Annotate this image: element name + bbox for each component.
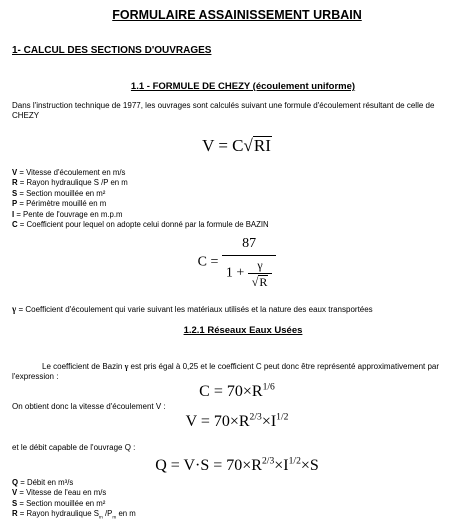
bazin-den-prefix: 1 +: [225, 265, 245, 281]
gamma-definition: [12, 304, 462, 315]
bazin-lhs: C =: [197, 254, 219, 270]
q-formula-c: ×S: [300, 457, 319, 474]
q-formula-b: ×I: [274, 457, 289, 474]
c-formula: [0, 382, 474, 401]
chezy-formula: [0, 136, 474, 156]
var-symbol: C: [12, 220, 18, 230]
var-desc: = Rayon hydraulique S /P en m: [17, 178, 128, 188]
var-symbol: Q: [12, 478, 19, 487]
var-symbol: S: [12, 498, 18, 508]
q-formula: [0, 456, 474, 475]
bazin-text-a: Le coefficient de Bazin: [42, 362, 125, 371]
gamma-inline-symbol: γ: [124, 362, 129, 371]
var-symbol: R: [12, 178, 18, 188]
section-heading-1-1: 1.1 - FORMULE DE CHEZY (écoulement uniforme): [130, 81, 356, 92]
var-item-s: [12, 189, 269, 199]
var-item-s: [12, 499, 136, 509]
var-item-p: [12, 199, 269, 209]
v-formula-b: ×I: [261, 413, 277, 430]
intro-paragraph: Dans l'instruction technique de 1977, les ouvrages sont calculés suivant une formule d'écoulement résultant de celle de CHEZY: [12, 101, 435, 120]
var-item-v: [12, 488, 136, 498]
var-sub-2: m: [112, 514, 117, 519]
var-desc: = Vitesse de l'eau en m/s: [17, 488, 107, 498]
q-exp-1: 2/3: [261, 455, 275, 467]
var-item-v: [12, 168, 269, 178]
flow-intro: et le débit capable de l'ouvrage Q :: [12, 443, 136, 452]
var-desc: = Pente de l'ouvrage en m.p.m: [14, 209, 123, 219]
section-heading-1: 1- CALCUL DES SECTIONS D'OUVRAGES: [12, 45, 212, 56]
var-desc: = Coefficient pour lequel on adopte celui donné par la formule de BAZIN: [17, 220, 269, 230]
document-title: FORMULAIRE ASSAINISSEMENT URBAIN: [112, 8, 362, 22]
var-desc: = Section mouillée en m²: [17, 498, 106, 508]
var-mid: /P: [102, 509, 113, 519]
var-sub-1: m: [98, 514, 103, 519]
bazin-numerator: 87: [242, 236, 257, 251]
var-desc: = Vitesse d'écoulement en m/s: [17, 168, 126, 177]
sqrt-sign: √: [251, 275, 259, 290]
v-exp-2: 1/2: [276, 411, 289, 423]
bazin-fraction: [222, 236, 277, 290]
var-tail: en m: [116, 509, 136, 519]
var-symbol: P: [12, 199, 18, 209]
v-formula: [0, 412, 474, 431]
section-heading-1-2-1: 1.2.1 Réseaux Eaux Usées: [183, 325, 303, 336]
chezy-radicand: RI: [253, 136, 271, 155]
sqrt-sign: √: [243, 136, 253, 155]
var-desc: = Section mouillée en m²: [17, 188, 106, 198]
var-symbol: S: [12, 188, 18, 198]
bazin-radicand: R: [259, 275, 268, 290]
c-formula-base: C = 70×R: [199, 383, 263, 400]
var-symbol: I: [12, 209, 15, 219]
q-exp-2: 1/2: [288, 455, 301, 467]
var-item-r: [12, 178, 269, 188]
var-item-q: [12, 478, 136, 488]
var-desc: = Rayon hydraulique S: [17, 509, 99, 519]
v-exp-1: 2/3: [249, 411, 262, 423]
bazin-paragraph: [12, 362, 462, 381]
var-item-i: [12, 210, 269, 220]
variables-list-chezy: [12, 168, 269, 230]
sqrt-r-denominator: [248, 273, 273, 289]
gamma-desc: = Coefficient d'écoulement qui varie suivant les matériaux utilisés et la nature des eaux transportées: [16, 305, 373, 314]
q-formula-a: Q = V·S = 70×R: [155, 457, 262, 474]
velocity-intro: On obtient donc la vitesse d'écoulement V :: [12, 402, 166, 411]
var-symbol: V: [12, 168, 18, 177]
gamma-symbol: γ: [12, 304, 17, 314]
bazin-formula: [0, 236, 474, 290]
gamma-over-sqrt-r: [248, 258, 273, 290]
variables-list-flow: [12, 478, 136, 519]
var-desc: = Débit en m³/s: [18, 478, 74, 487]
gamma-numerator: γ: [257, 257, 263, 272]
c-formula-exponent: 1/6: [262, 381, 275, 393]
bazin-denominator: [222, 255, 277, 290]
chezy-lhs: V = C: [202, 136, 244, 155]
bazin-text-b: est pris égal à 0,25 et le coefficient C peut donc être représenté approximativement par l'expression :: [12, 362, 440, 381]
v-formula-a: V = 70×R: [185, 413, 250, 430]
var-item-r: [12, 509, 136, 519]
var-desc: = Périmètre mouillé en m: [17, 199, 107, 209]
var-item-c: [12, 220, 269, 230]
var-symbol: V: [12, 488, 18, 498]
var-symbol: R: [12, 509, 18, 519]
